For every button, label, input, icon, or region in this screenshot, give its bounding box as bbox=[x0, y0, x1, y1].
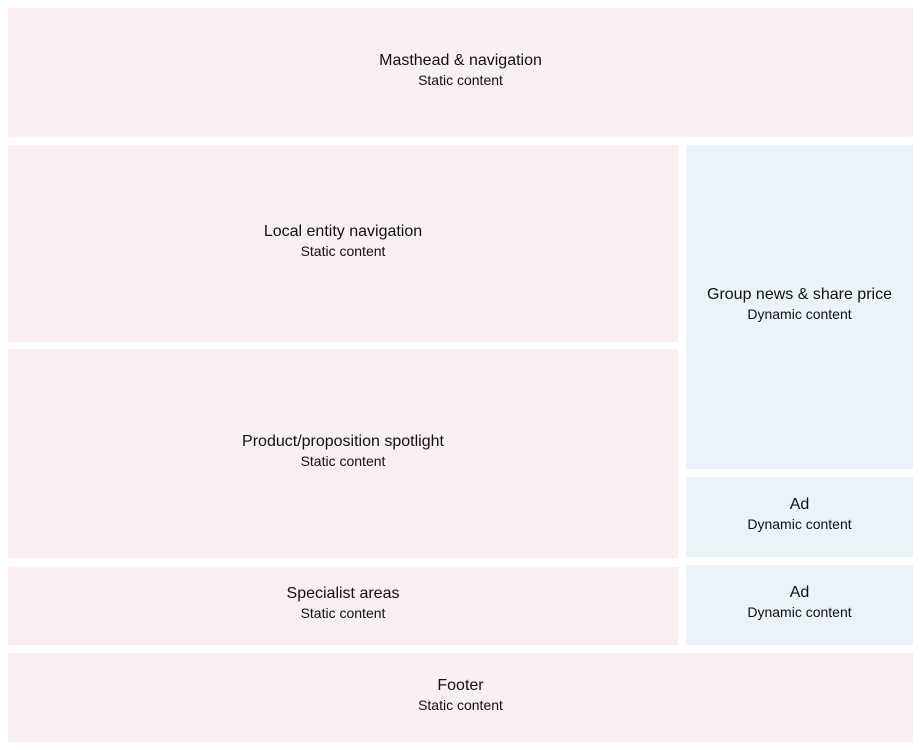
block-content-type: Static content bbox=[300, 452, 386, 469]
specialist-areas-block bbox=[8, 567, 678, 645]
block-content-type: Static content bbox=[300, 242, 386, 259]
local-entity-navigation-block bbox=[8, 145, 678, 342]
group-news-share-price-block bbox=[686, 145, 913, 469]
footer-block bbox=[8, 653, 913, 742]
block-title: Ad bbox=[789, 496, 810, 513]
block-content-type: Static content bbox=[418, 696, 503, 713]
block-title: Masthead & navigation bbox=[379, 51, 542, 69]
block-content-type: Static content bbox=[418, 71, 503, 88]
block-title: Product/proposition spotlight bbox=[242, 432, 444, 450]
block-content-type: Dynamic content bbox=[747, 604, 852, 620]
ad-block bbox=[686, 565, 913, 645]
masthead-navigation-block bbox=[8, 8, 913, 137]
block-title: Footer bbox=[437, 676, 484, 694]
block-title: Specialist areas bbox=[286, 585, 400, 602]
block-content-type: Dynamic content bbox=[747, 516, 852, 532]
block-title: Group news & share price bbox=[707, 286, 892, 303]
block-title: Local entity navigation bbox=[263, 222, 423, 240]
ad-block bbox=[686, 477, 913, 557]
block-content-type: Dynamic content bbox=[747, 306, 852, 322]
product-spotlight-block bbox=[8, 349, 678, 558]
block-title: Ad bbox=[789, 584, 810, 601]
block-content-type: Static content bbox=[300, 605, 386, 621]
